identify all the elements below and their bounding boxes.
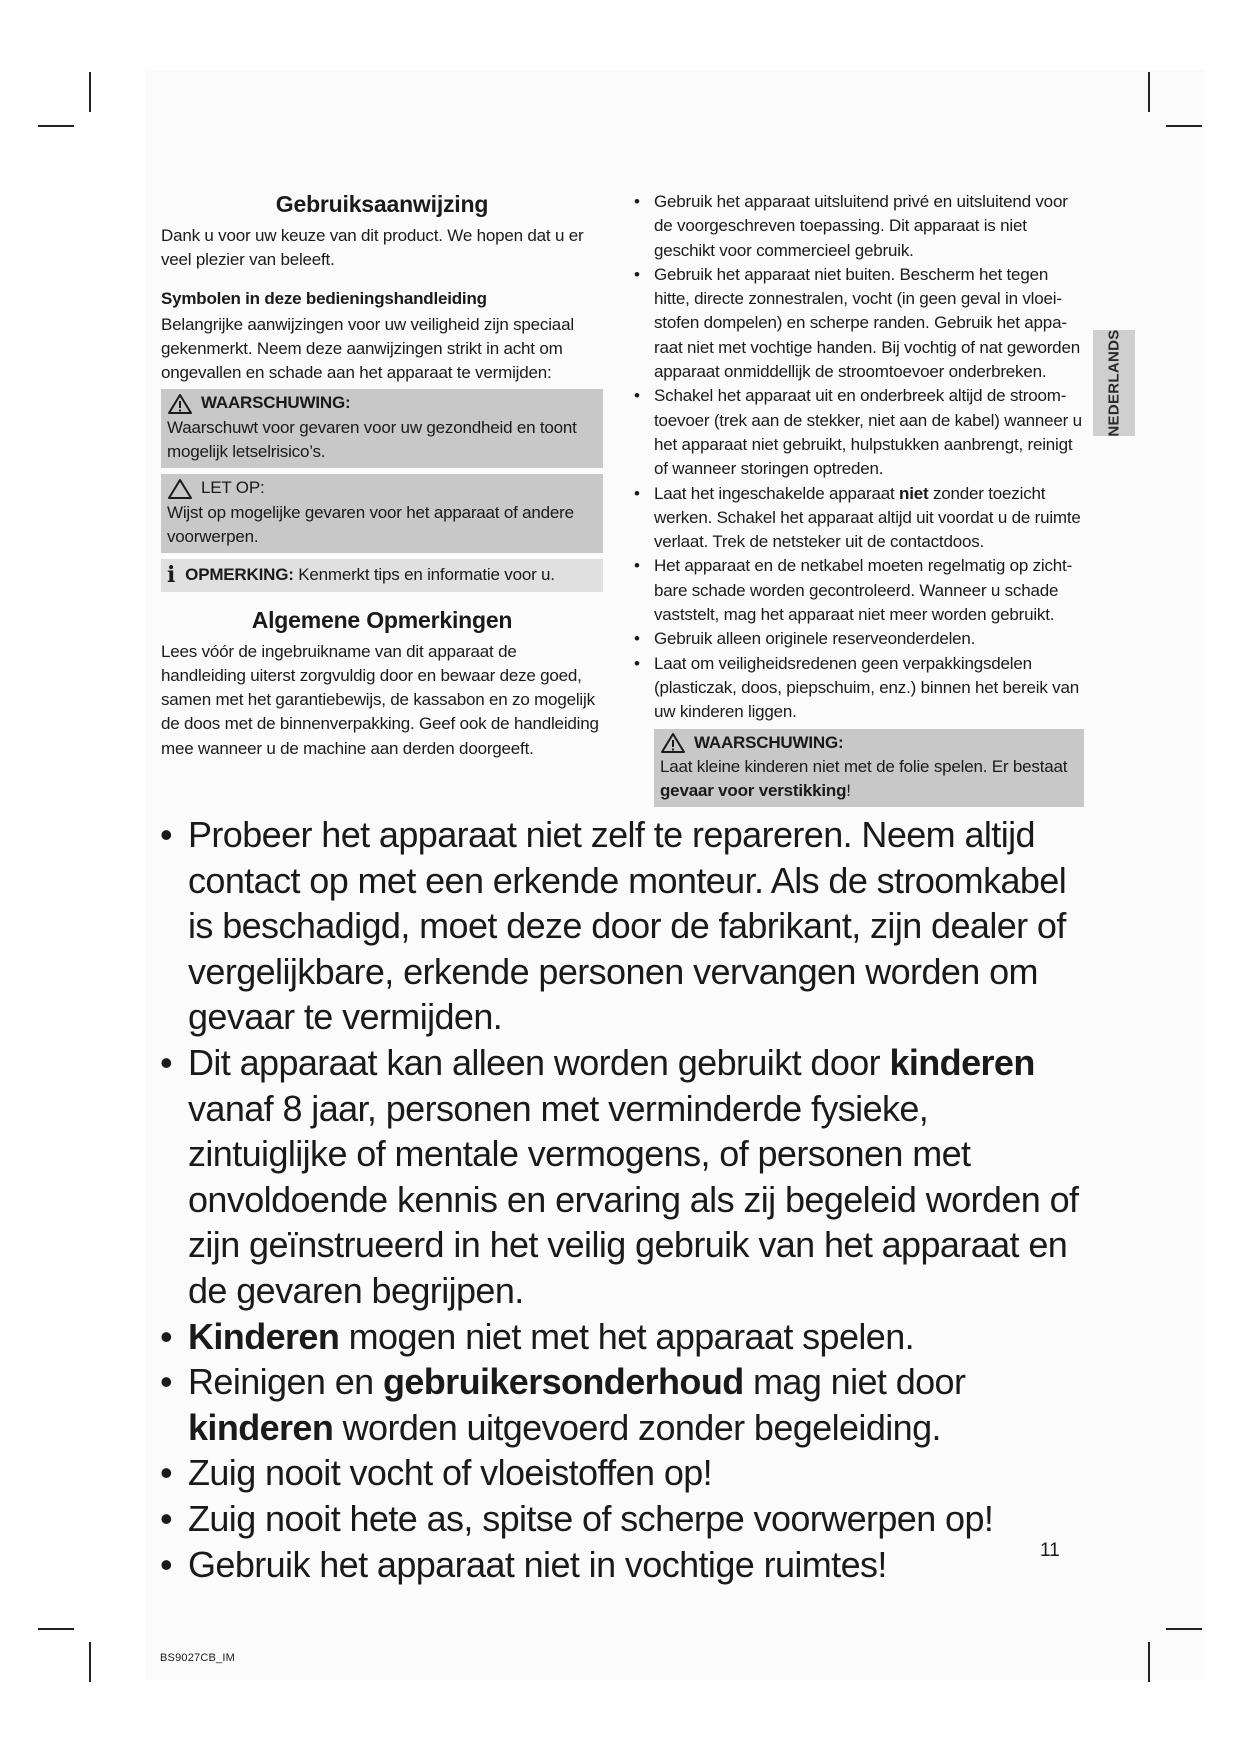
crop-mark bbox=[1166, 125, 1202, 127]
warning-text-end: ! bbox=[846, 781, 851, 801]
list-item bbox=[160, 1359, 1090, 1450]
right-column bbox=[634, 190, 1084, 807]
list-item: • Zuig nooit vocht of vloeistoffen op! bbox=[160, 1450, 1090, 1496]
safety-list bbox=[634, 190, 1084, 725]
list-item: • Gebruik alleen originele reserveonderdelen. bbox=[634, 627, 1084, 651]
crop-mark bbox=[1148, 1642, 1150, 1682]
warning-text bbox=[660, 755, 1076, 804]
list-item: • Gebruik het apparaat niet in vochtige ruimtes! bbox=[160, 1542, 1090, 1588]
crop-mark bbox=[38, 1628, 74, 1630]
note-text: Kenmerkt tips en informatie voor u. bbox=[298, 565, 555, 585]
packaging-warning-box bbox=[654, 729, 1084, 808]
warning-text-main: Laat kleine kinderen niet met de folie spelen. Er bestaat bbox=[660, 756, 1068, 776]
warning-box bbox=[161, 389, 603, 468]
list-item: • Zuig nooit hete as, spitse of scherpe voorwerpen op! bbox=[160, 1496, 1090, 1542]
big-b4-bold1: gebruikersonderhoud bbox=[382, 1361, 744, 1403]
b4-bold: niet bbox=[899, 483, 929, 503]
list-item bbox=[160, 1040, 1090, 1314]
warning-label: WAARSCHUWING: bbox=[694, 732, 844, 752]
note-box bbox=[161, 559, 603, 591]
crop-mark bbox=[38, 125, 74, 127]
warning-triangle-icon bbox=[167, 393, 193, 415]
caution-label: LET OP: bbox=[201, 478, 265, 498]
big-b2-post: vanaf 8 jaar, personen met verminderde fysieke, zintuiglijke of mentale vermogens, of personen met onvoldoende kennis en ervaring als zij begeleid worden of zijn geïnstrueerd in het veilig gebruik van het apparaat en de gevaren begrijpen. bbox=[188, 1087, 1079, 1311]
big-b4-mid: mag niet door bbox=[743, 1361, 966, 1403]
language-tab-label: NEDERLANDS bbox=[1105, 329, 1123, 437]
page-title: Gebruiksaanwijzing bbox=[275, 191, 489, 217]
list-item bbox=[160, 1314, 1090, 1360]
big-b3-bold: Kinderen bbox=[188, 1315, 340, 1357]
general-text: Lees vóór de ingebruikname van dit apparaat de handleiding uiterst zorgvuldig door en bewaar deze goed, samen met het garantiebewijs, de kassabon en zo mogelijk de doos met de binnenverpakking. Geef ook de handleiding mee wanneer u de machine aan derden doorgeeft. bbox=[161, 641, 599, 758]
caution-text: Wijst op mogelijke gevaren voor het apparaat of andere voorwerpen. bbox=[167, 502, 574, 546]
page-number: 11 bbox=[1040, 1540, 1060, 1561]
symbols-text: Belangrijke aanwijzingen voor uw veiligheid zijn speciaal gekenmerkt. Neem deze aanwijzingen strikt in acht om ongevallen en schade aan het apparaat te vermijden: bbox=[161, 314, 574, 383]
crop-mark bbox=[89, 72, 91, 112]
b4-pre: Laat het ingeschakelde apparaat bbox=[654, 483, 900, 503]
big-b3-post: mogen niet met het apparaat spelen. bbox=[339, 1315, 915, 1357]
big-b4-post: worden uitgevoerd zonder begeleiding. bbox=[333, 1406, 941, 1448]
list-item: • Laat om veiligheidsredenen geen verpakkingsdelen (plasticzak, doos, piepschuim, enz.) binnen het bereik van uw kinderen liggen. bbox=[634, 652, 1084, 725]
warning-text-bold: gevaar voor verstikking bbox=[660, 781, 847, 801]
list-item: • Probeer het apparaat niet zelf te repareren. Neem altijd contact op met een erkende monteur. Als de stroomkabel is beschadigd, moet deze door de fabrikant, zijn dealer of vergelijkbare, erkende personen vervangen worden om gevaar te vermijden. bbox=[160, 812, 1090, 1040]
big-b2-pre: Dit apparaat kan alleen worden gebruikt door bbox=[188, 1041, 890, 1083]
left-column bbox=[161, 190, 603, 761]
caution-box bbox=[161, 474, 603, 553]
symbols-heading: Symbolen in deze bedieningshandleiding bbox=[161, 288, 487, 308]
large-safety-list bbox=[160, 812, 1090, 1587]
list-item: • Gebruik het apparaat uitsluitend privé en uitsluitend voor de voorgeschreven toepassing. Dit apparaat is niet geschikt voor commercieel gebruik. bbox=[634, 190, 1084, 263]
intro-text: Dank u voor uw keuze van dit product. We hopen dat u er veel plezier van beleeft. bbox=[161, 226, 584, 270]
document-code: BS9027CB_IM bbox=[160, 1652, 235, 1664]
b4-post: zonder toezicht werken. Schakel het apparaat altijd uit voordat u de ruimte verlaat. Trek de netsteker uit de contactdoos. bbox=[654, 483, 1081, 552]
list-item bbox=[634, 482, 1084, 555]
crop-mark bbox=[1166, 1628, 1202, 1630]
warning-label: WAARSCHUWING: bbox=[201, 393, 351, 413]
big-b2-bold: kinderen bbox=[889, 1041, 1035, 1083]
language-tab bbox=[1093, 330, 1135, 436]
big-b4-bold2: kinderen bbox=[188, 1406, 334, 1448]
general-title: Algemene Opmerkingen bbox=[251, 606, 513, 633]
list-item: • Gebruik het apparaat niet buiten. Bescherm het tegen hitte, directe zonnestralen, vocht (in geen geval in vloeistofen dompelen) en scherpe randen. Gebruik het apparaat niet met vochtige handen. Bij vochtig of nat geworden apparaat onmiddellijk de stroomtoevoer onderbreken. bbox=[634, 263, 1084, 384]
crop-mark bbox=[89, 1642, 91, 1682]
warning-text: Waarschuwt voor gevaren voor uw gezondheid en toont mogelijk letselrisico’s. bbox=[167, 417, 577, 462]
list-item: • Het apparaat en de netkabel moeten regelmatig op zichtbare schade worden gecontroleerd. Wanneer u schade vaststelt, mag het apparaat niet meer worden gebruikt. bbox=[634, 554, 1084, 627]
info-icon: i bbox=[167, 562, 176, 589]
list-item: • Schakel het apparaat uit en onderbreek altijd de stroomtoevoer (trek aan de stekker, niet aan de kabel) wanneer u het apparaat niet gebruikt, hulpstukken aanbrengt, reinigt of wanneer storingen optreden. bbox=[634, 384, 1084, 481]
warning-triangle-icon bbox=[660, 732, 686, 754]
big-b4-pre: Reinigen en bbox=[188, 1361, 383, 1403]
caution-triangle-icon bbox=[167, 478, 193, 500]
note-label: OPMERKING: bbox=[185, 565, 294, 585]
crop-mark bbox=[1148, 72, 1150, 112]
